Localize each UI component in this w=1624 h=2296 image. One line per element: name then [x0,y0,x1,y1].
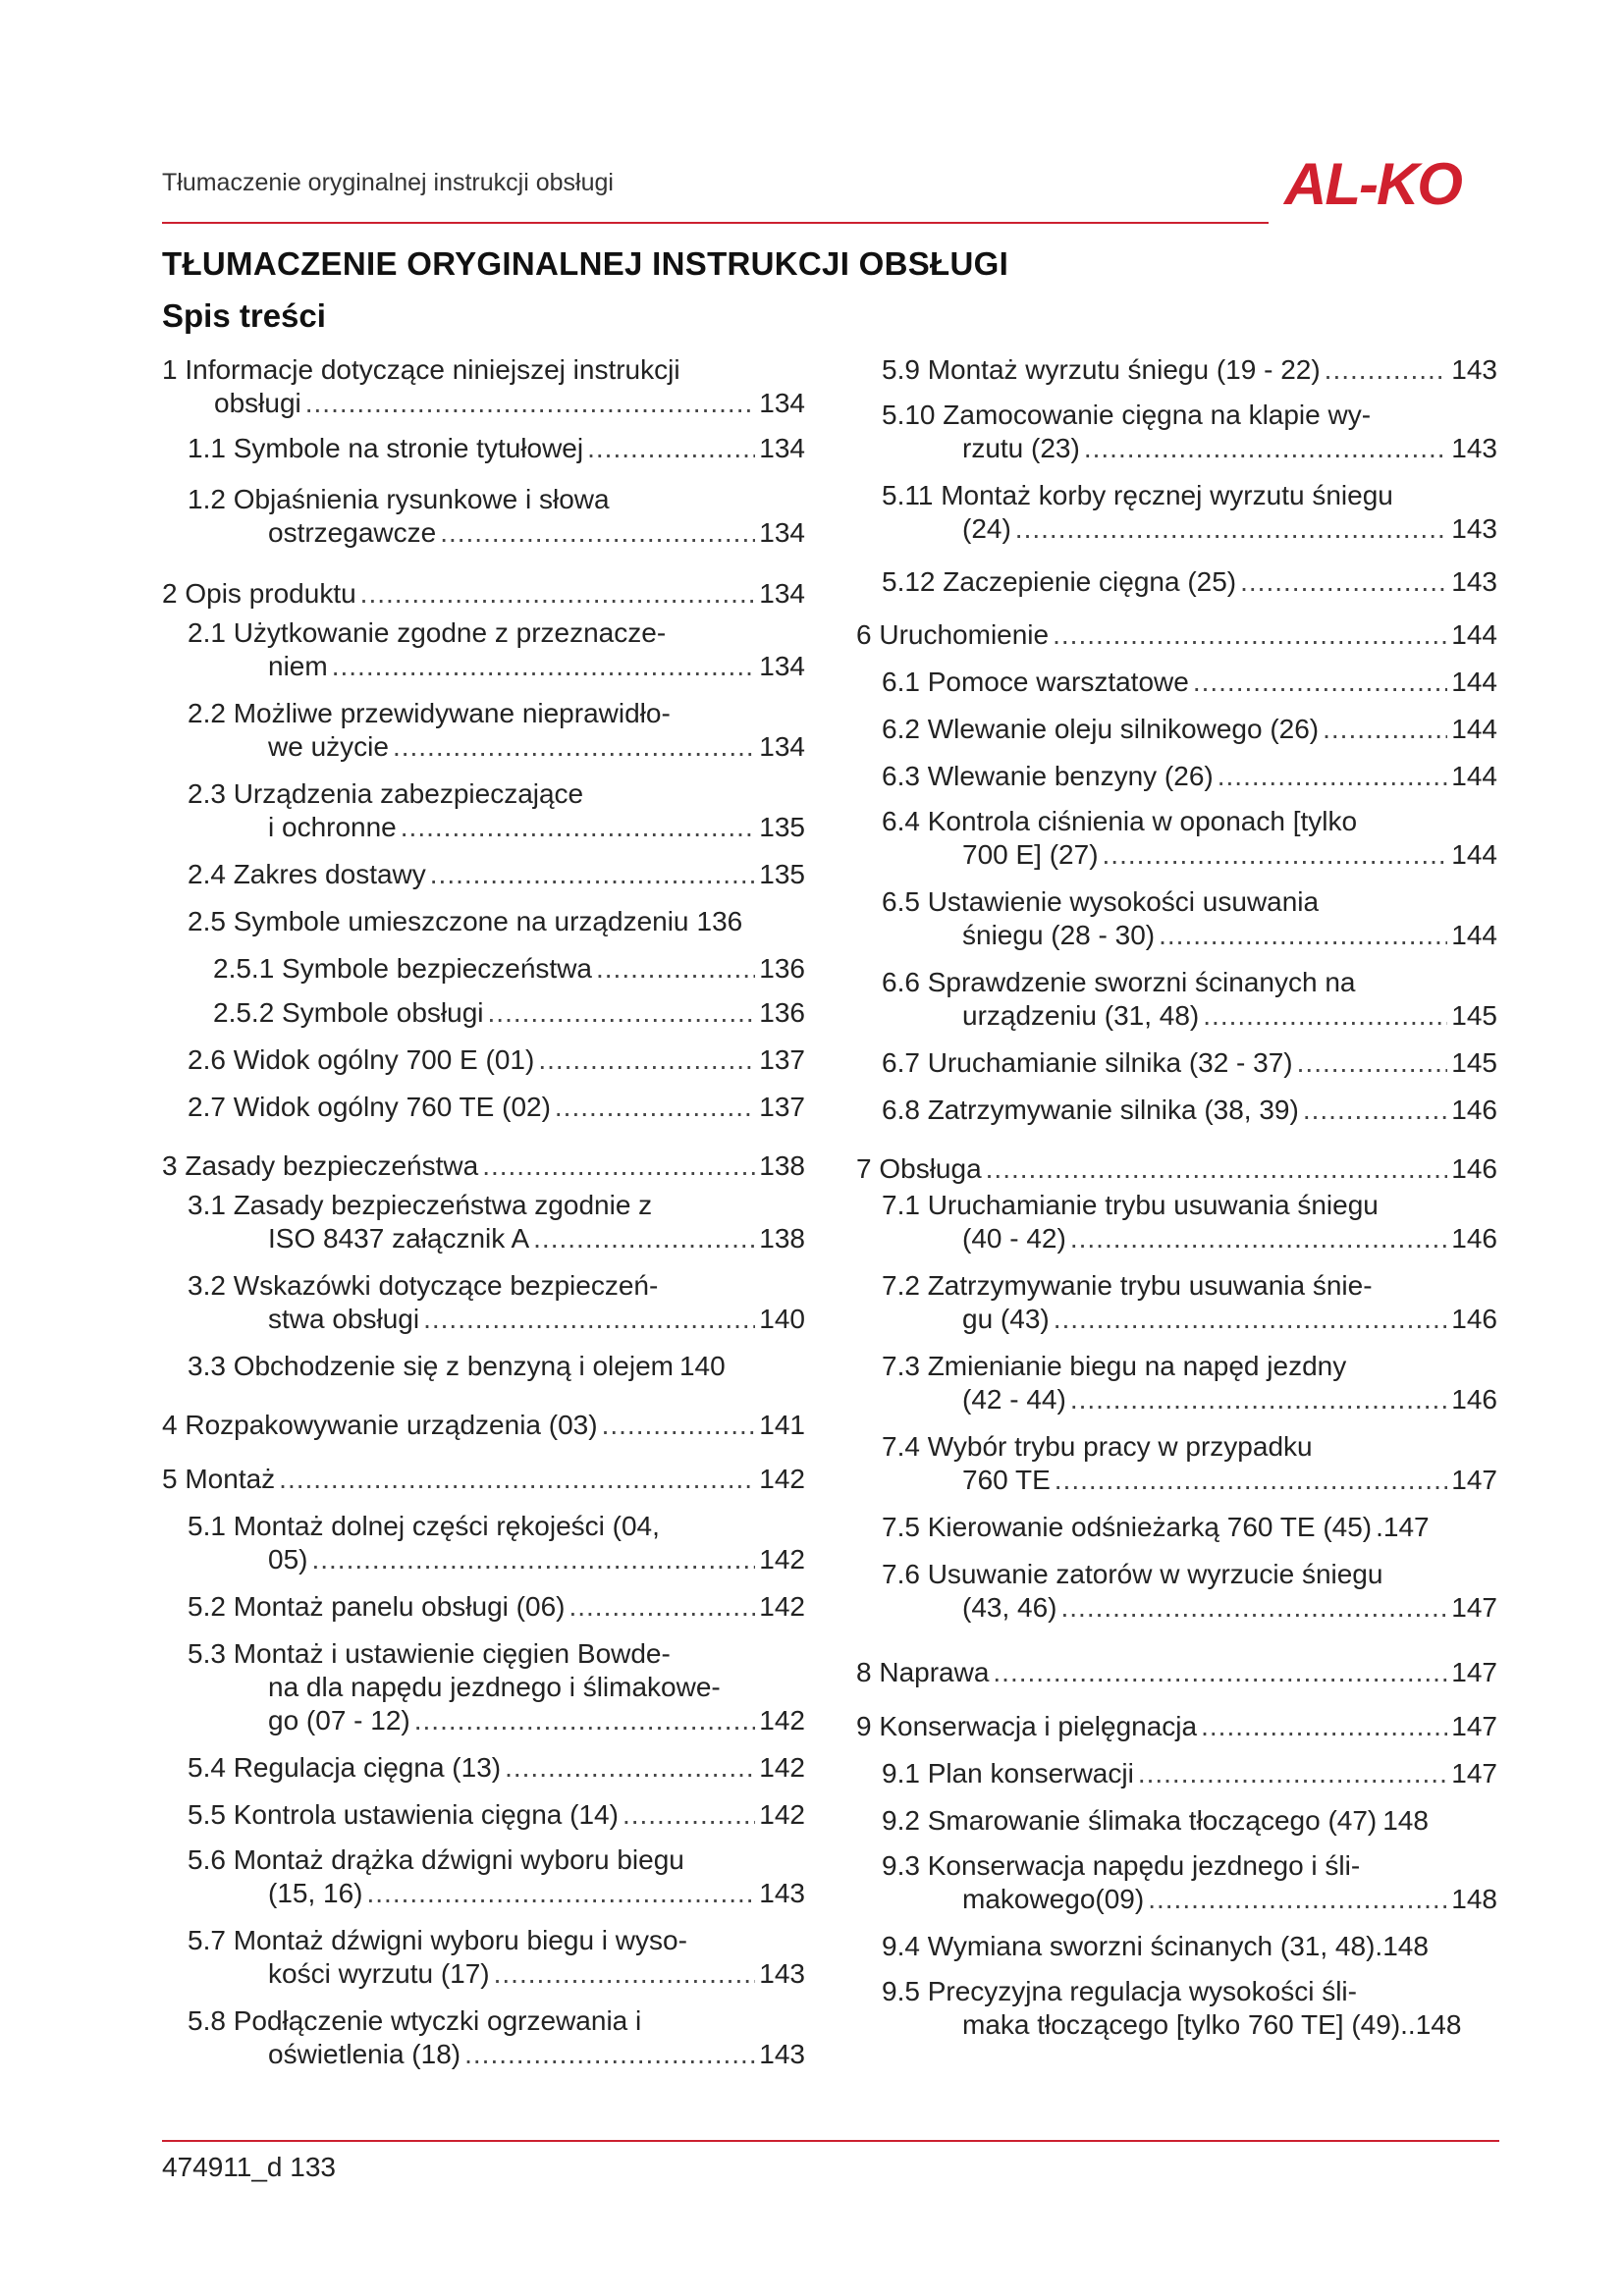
toc-page-number: 146 [1451,1384,1497,1415]
toc-entry-line1: 5.11 Montaż korby ręcznej wyrzutu śniegu [882,480,1393,510]
toc-entry-title: 5.5 Kontrola ustawienia cięgna (14) [188,1799,619,1830]
toc-entry[interactable] [856,1930,1497,1963]
toc-entry-title: 5.12 Zaczepienie cięgna (25) [882,566,1237,597]
toc-entry-line1: 7.3 Zmienianie biegu na napęd jezdny [882,1351,1347,1381]
leader-dots [279,1463,755,1496]
toc-entry-line1: 5.7 Montaż dźwigni wyboru biegu i wyso- [188,1925,687,1955]
leader-dots [602,1409,756,1442]
toc-entry[interactable] [162,616,805,683]
toc-entry-line1: 5.10 Zamocowanie cięgna na klapie wy- [882,400,1372,430]
leader-dots [1325,353,1448,387]
toc-entry[interactable] [856,1656,1497,1689]
leader-dots [538,1043,755,1077]
toc-page-number: 136 [759,953,805,984]
toc-entry[interactable] [162,1269,805,1336]
leader-dots [401,811,756,844]
toc-entry-title: urządzeniu (31, 48) [962,1000,1200,1031]
leader-dots [587,432,755,465]
leader-dots [533,1222,755,1255]
toc-page-number: 144 [1451,920,1497,950]
toc-entry[interactable] [162,1463,805,1496]
toc-page-number: . [1375,1931,1383,1961]
leader-dots [423,1303,755,1336]
leader-dots [1053,618,1447,652]
toc-entry[interactable] [856,760,1497,793]
running-header: Tłumaczenie oryginalnej instrukcji obsługi [162,169,614,196]
toc-entry[interactable] [856,713,1497,746]
toc-entry-title: oświetlenia (18) [268,2039,461,2069]
toc-entry-line1: 7.6 Usuwanie zatorów w wyrzucie śniegu [882,1559,1383,1589]
leader-dots [1159,919,1447,952]
toc-entry-title: 3.3 Obchodzenie się z benzyną i olejem [188,1351,674,1381]
toc-page-number: 136 [696,906,743,936]
toc-entry[interactable] [162,432,805,465]
toc-page-number: 134 [759,731,805,762]
toc-entry-line1: 1.2 Objaśnienia rysunkowe i słowa [188,484,610,514]
toc-entry-line1: 5.8 Podłączenie wtyczki ogrzewania i [188,2005,642,2036]
toc-page-number: .. [1400,2009,1416,2040]
leader-dots [1070,1383,1447,1416]
toc-entry[interactable] [856,1975,1497,2042]
leader-dots [1061,1591,1448,1625]
toc-page-number: 144 [1451,839,1497,870]
leader-dots [367,1877,756,1910]
alko-logo: AL-KO [1284,151,1461,217]
toc-page-number: 142 [759,1705,805,1735]
toc-page-number: 147 [1451,1657,1497,1687]
toc-page-number: 148 [1451,1884,1497,1914]
toc-entry-title: 700 E] (27) [962,839,1099,870]
toc-entry[interactable] [856,966,1497,1033]
toc-entry[interactable] [162,777,805,844]
toc-entry[interactable] [856,565,1497,599]
toc-entry[interactable] [856,1046,1497,1080]
toc-page-number: 142 [759,1544,805,1575]
toc-page-number: 142 [759,1591,805,1622]
leader-dots [596,952,755,986]
toc-entry-title: 4 Rozpakowywanie urządzenia (03) [162,1410,598,1440]
toc-entry-title: 8 Naprawa [856,1657,990,1687]
toc-entry-title: 6 Uruchomienie [856,619,1050,650]
footer [162,2152,336,2183]
toc-entry[interactable] [162,577,805,611]
toc-entry[interactable] [856,1757,1497,1790]
toc-entry[interactable] [162,1798,805,1832]
toc-entry-title: (40 - 42) [962,1223,1066,1254]
leader-dots [464,2038,755,2071]
toc-page-number: 135 [759,812,805,842]
toc-entry[interactable] [856,805,1497,872]
page-number: 133 [290,2152,336,2182]
toc-entry-title: 9.2 Smarowanie ślimaka tłoczącego (47) [882,1805,1378,1836]
leader-dots [1138,1757,1447,1790]
toc-page-number: 134 [759,433,805,463]
toc-entry-title: 2.5 Symbole umieszczone na urządzeniu [188,906,689,936]
toc-entry[interactable] [856,666,1497,699]
toc-entry-line1: 2.1 Użytkowanie zgodne z przeznacze- [188,617,667,648]
leader-dots [305,387,756,420]
toc-entry-title: maka tłoczącego [tylko 760 TE] (49) [962,2009,1401,2040]
toc-page-number: 145 [1451,1000,1497,1031]
leader-dots [1218,760,1448,793]
toc-entry-title: niem [268,651,328,681]
toc-page-number: 146 [1451,1223,1497,1254]
toc-entry-title: ostrzegawcze [268,517,437,548]
toc-entry[interactable] [856,399,1497,465]
toc-entry[interactable] [162,905,805,938]
toc-entry-line1: 9.5 Precyzyjna regulacja wysokości śli- [882,1976,1357,2006]
toc-entry-line2: na dla napędu jezdnego i ślimakowe- [268,1672,721,1702]
toc-entry-title: 6.2 Wlewanie oleju silnikowego (26) [882,714,1320,744]
toc-entry-line1: 7.2 Zatrzymywanie trybu usuwania śnie- [882,1270,1373,1301]
toc-entry-title: 9.4 Wymiana sworzni ścinanych (31, 48) [882,1931,1376,1961]
toc-entry-title: we użycie [268,731,389,762]
toc-entry-title: 9 Konserwacja i pielęgnacja [856,1711,1198,1741]
leader-dots [1148,1883,1447,1916]
toc-entry[interactable] [162,697,805,764]
toc-entry-line1: 7.1 Uruchamianie trybu usuwania śniegu [882,1190,1379,1220]
toc-page-number: 144 [1451,761,1497,791]
toc-entry[interactable] [856,1804,1497,1838]
toc-entry[interactable] [856,1558,1497,1625]
toc-entry[interactable] [162,1043,805,1077]
leader-dots [1193,666,1447,699]
toc-entry[interactable] [162,2004,805,2071]
toc-entry[interactable] [856,1269,1497,1336]
leader-dots [440,516,755,550]
toc-page-number: 134 [759,388,805,418]
toc-heading: Spis treści [162,297,326,334]
document-number: 474911_d [162,2152,283,2182]
toc-entry[interactable] [856,1350,1497,1416]
leader-dots [1015,512,1447,546]
toc-page-number: 141 [759,1410,805,1440]
toc-entry[interactable] [162,353,805,420]
leader-dots [311,1543,755,1576]
toc-page-number: 144 [1451,619,1497,650]
toc-entry-line1: 2.2 Możliwe przewidywane nieprawidło- [188,698,671,728]
toc-entry-title: ISO 8437 załącznik A [268,1223,530,1254]
leader-dots [1297,1046,1448,1080]
toc-page-number: 144 [1451,714,1497,744]
toc-entry[interactable] [856,1430,1497,1497]
toc-entry-line1: 3.2 Wskazówki dotyczące bezpieczeń- [188,1270,659,1301]
toc-entry[interactable] [162,1409,805,1442]
leader-dots [482,1149,755,1183]
toc-page-number: 143 [759,2039,805,2069]
toc-page-number: 142 [759,1799,805,1830]
toc-entry[interactable] [162,996,805,1030]
leader-dots [1201,1710,1447,1743]
toc-entry-title: 6.1 Pomoce warsztatowe [882,667,1189,697]
toc-entry[interactable] [162,1924,805,1991]
toc-entry[interactable] [856,1849,1497,1916]
leader-dots [986,1152,1448,1186]
toc-entry-title: (15, 16) [268,1878,363,1908]
toc-page-number: 147 [1451,1711,1497,1741]
toc-entry-title: 2.5.1 Symbole bezpieczeństwa [213,953,592,984]
toc-page-number: 143 [1451,354,1497,385]
toc-entry[interactable] [162,483,805,550]
leader-dots [623,1798,755,1832]
toc-entry-title: 5.9 Montaż wyrzutu śniegu (19 - 22) [882,354,1321,385]
toc-page-number: 143 [759,1878,805,1908]
toc-entry-title: (24) [962,513,1011,544]
toc-entry[interactable] [856,1189,1497,1255]
toc-entry[interactable] [856,618,1497,652]
leader-dots [430,858,756,891]
document-title: TŁUMACZENIE ORYGINALNEJ INSTRUKCJI OBSŁUGI [162,245,1009,282]
leader-dots [1055,1464,1448,1497]
toc-entry-title: i ochronne [268,812,397,842]
toc-entry-title: 2.4 Zakres dostawy [188,859,426,889]
toc-page-number: 143 [1451,566,1497,597]
toc-page-number: 143 [1451,433,1497,463]
toc-entry[interactable] [856,1152,1497,1186]
toc-entry-line1: 1 Informacje dotyczące niniejszej instrukcji [162,354,680,385]
toc-entry[interactable] [162,1149,805,1183]
toc-entry[interactable] [856,1094,1497,1127]
toc-entry-title: (42 - 44) [962,1384,1066,1415]
toc-entry-title: 5.4 Regulacja cięgna (13) [188,1752,502,1783]
toc-page-number: 137 [759,1044,805,1075]
toc-page-number: 145 [1451,1047,1497,1078]
toc-entry-title: 6.8 Zatrzymywanie silnika (38, 39) [882,1095,1299,1125]
toc-entry-title: 2 Opis produktu [162,578,356,609]
toc-entry[interactable] [162,1189,805,1255]
toc-entry[interactable] [162,1843,805,1910]
toc-page-number: 147 [1382,1512,1430,1542]
toc-entry[interactable] [162,858,805,891]
toc-page-number: 146 [1451,1153,1497,1184]
toc-page-number: 142 [759,1464,805,1494]
toc-entry[interactable] [162,1091,805,1124]
toc-entry[interactable] [856,1710,1497,1743]
leader-dots [993,1656,1447,1689]
toc-entry-title: go (07 - 12) [268,1705,410,1735]
leader-dots [393,730,755,764]
toc-entry-title: kości wyrzutu (17) [268,1958,490,1989]
toc-page-number: . [1376,1512,1383,1542]
toc-page-number: 147 [1451,1758,1497,1789]
toc-entry-line1: 6.5 Ustawienie wysokości usuwania [882,886,1320,917]
toc-entry-title: 2.7 Widok ogólny 760 TE (02) [188,1092,551,1122]
leader-dots [555,1091,755,1124]
toc-entry[interactable] [856,885,1497,952]
toc-entry-line1: 9.3 Konserwacja napędu jezdnego i śli- [882,1850,1361,1881]
toc-entry-line1: 5.1 Montaż dolnej części rękojeści (04, [188,1511,660,1541]
toc-page-number: 142 [759,1752,805,1783]
toc-page-number: 143 [759,1958,805,1989]
toc-page-number: 135 [759,859,805,889]
toc-page-number: 148 [1382,1805,1429,1836]
toc-entry[interactable] [162,1590,805,1624]
leader-dots [488,996,756,1030]
leader-dots [1054,1303,1448,1336]
toc-entry[interactable] [162,1510,805,1576]
toc-entry-line1: 7.4 Wybór trybu pracy w przypadku [882,1431,1313,1462]
toc-entry[interactable] [162,1637,805,1737]
toc-page-number: 137 [759,1092,805,1122]
toc-entry-title: 6.7 Uruchamianie silnika (32 - 37) [882,1047,1293,1078]
toc-page-number: 138 [759,1223,805,1254]
toc-entry-title: stwa obsługi [268,1304,420,1334]
toc-entry[interactable] [856,1511,1497,1544]
toc-entry-title: 5.2 Montaż panelu obsługi (06) [188,1591,566,1622]
toc-page-number: 144 [1451,667,1497,697]
toc-entry-title: 6.3 Wlewanie benzyny (26) [882,761,1214,791]
toc-page-number: 146 [1451,1095,1497,1125]
toc-entry-title: 7.5 Kierowanie odśnieżarką 760 TE (45) [882,1512,1373,1542]
toc-entry-title: 7 Obsługa [856,1153,982,1184]
toc-page-number: 143 [1451,513,1497,544]
leader-dots [414,1704,756,1737]
toc-entry-title: 05) [268,1544,308,1575]
toc-entry-title: obsługi [214,388,301,418]
toc-entry-title: 9.1 Plan konserwacji [882,1758,1134,1789]
leader-dots [1303,1094,1447,1127]
toc-page-number: 147 [1451,1592,1497,1623]
toc-entry-line1: 6.6 Sprawdzenie sworzni ścinanych na [882,967,1356,997]
toc-entry-line1: 2.3 Urządzenia zabezpieczające [188,778,584,809]
toc-entry-title: rzutu (23) [962,433,1080,463]
toc-page-number: 140 [678,1351,726,1381]
toc-page-number: 136 [759,997,805,1028]
toc-entry-title: 2.6 Widok ogólny 700 E (01) [188,1044,535,1075]
header-rule [162,222,1269,224]
toc-entry-title: (43, 46) [962,1592,1057,1623]
leader-dots [568,1590,755,1624]
toc-entry-line1: 6.4 Kontrola ciśnienia w oponach [tylko [882,806,1358,836]
toc-page-number: 146 [1451,1304,1497,1334]
leader-dots [494,1957,756,1991]
toc-entry-line1: 5.3 Montaż i ustawienie cięgien Bowde- [188,1638,671,1669]
leader-dots [332,650,756,683]
leader-dots [1084,432,1447,465]
toc-page-number: 134 [759,651,805,681]
toc-page-number: 138 [759,1150,805,1181]
toc-page-number: 148 [1382,1931,1429,1961]
toc-entry[interactable] [856,353,1497,387]
leader-dots [1103,838,1448,872]
toc-entry-line1: 5.6 Montaż drążka dźwigni wyboru biegu [188,1844,684,1875]
toc-entry-title: makowego(09) [962,1884,1145,1914]
toc-entry[interactable] [856,479,1497,546]
toc-page-number: 134 [759,517,805,548]
toc-entry-title: 5 Montaż [162,1464,276,1494]
toc-entry-line1: 3.1 Zasady bezpieczeństwa zgodnie z [188,1190,653,1220]
toc-page-number: 134 [759,578,805,609]
toc-entry-title: śniegu (28 - 30) [962,920,1156,950]
leader-dots [1240,565,1447,599]
toc-entry-title: 2.5.2 Symbole obsługi [213,997,484,1028]
toc-entry-title: 3 Zasady bezpieczeństwa [162,1150,479,1181]
leader-dots [1070,1222,1447,1255]
leader-dots [1323,713,1447,746]
toc-page-number: 148 [1415,2009,1462,2040]
leader-dots [505,1751,755,1785]
toc-entry-title: 1.1 Symbole na stronie tytułowej [188,433,584,463]
leader-dots [1203,999,1447,1033]
toc-page-number: 140 [759,1304,805,1334]
toc-page-number: 147 [1451,1465,1497,1495]
toc-entry-title: gu (43) [962,1304,1050,1334]
toc-entry[interactable] [162,952,805,986]
toc-entry[interactable] [162,1751,805,1785]
footer-rule [162,2140,1499,2142]
toc-entry[interactable] [162,1350,805,1383]
toc-entry-title: 760 TE [962,1465,1051,1495]
leader-dots [360,577,756,611]
